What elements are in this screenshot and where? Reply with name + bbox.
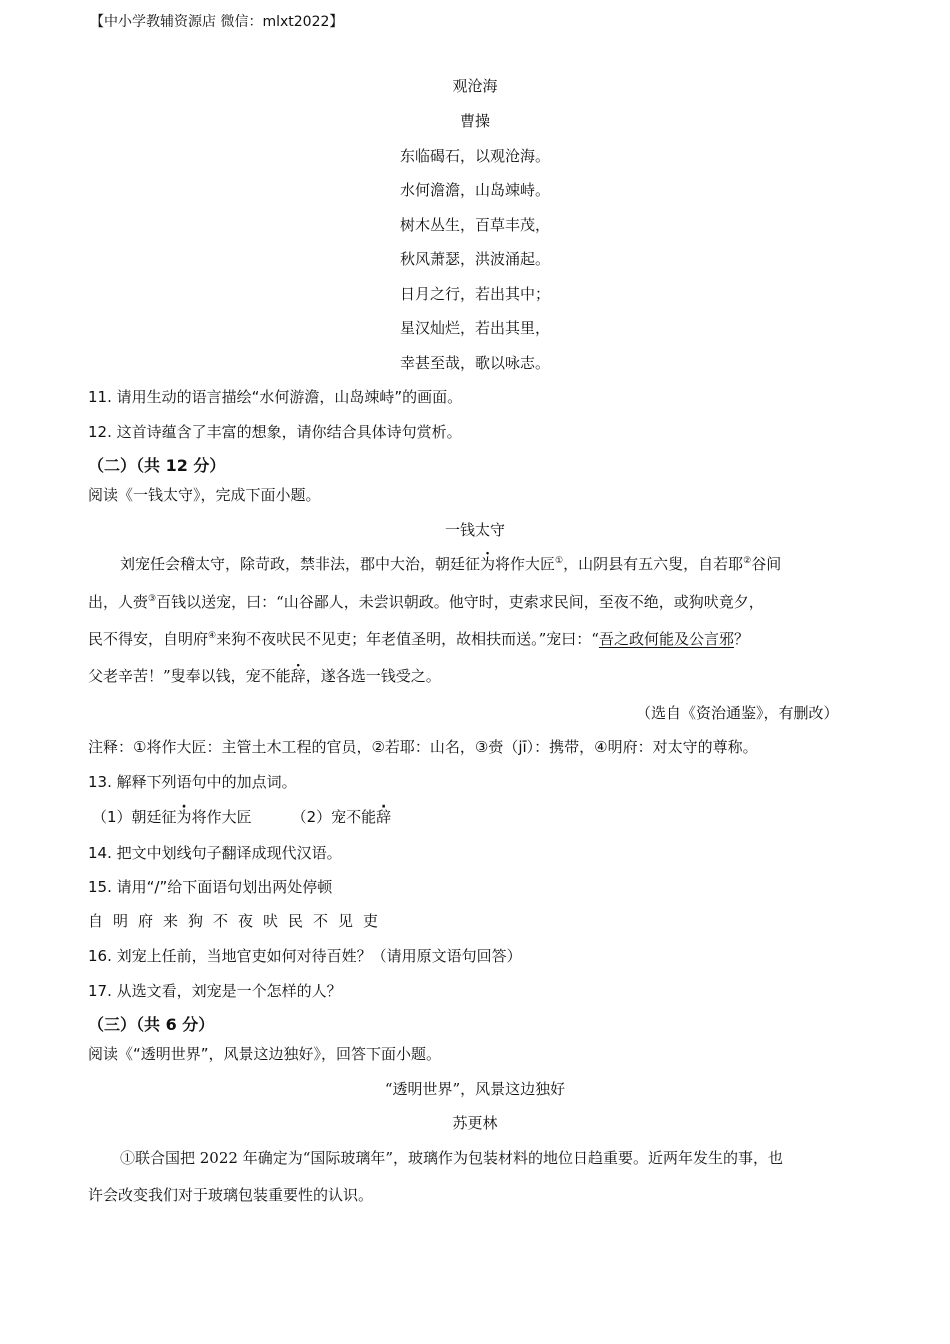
question-13-items: （1）朝廷征为将作大匠 （2）宠不能辞 <box>92 808 392 826</box>
poem-line: 秋风萧瑟，洪波涌起。 <box>399 250 550 268</box>
question-12: 12. 这首诗蕴含了丰富的想象，请你结合具体诗句赏析。 <box>88 423 462 441</box>
dotted-char: 为 <box>176 808 192 826</box>
essay-para-line-3: 民不得安，自明府④来狗不夜吠民不见吏；年老值圣明，故相扶而送。”宠曰：“吾之政何能及公言邪？ <box>88 630 749 648</box>
footnote-marker: ② <box>743 556 752 566</box>
section-2-heading: （二）（共 12 分） <box>88 456 226 475</box>
footnote-marker: ① <box>555 556 564 566</box>
article-author: 苏更林 <box>452 1114 498 1132</box>
question-14: 14. 把文中划线句子翻译成现代汉语。 <box>88 844 342 862</box>
footnote-marker: ③ <box>148 594 157 604</box>
essay-notes: 注释：①将作大匠：主管土木工程的官员，②若耶：山名，③赍（jī）：携带，④明府：对太守的尊称。 <box>88 738 758 756</box>
essay-source: （选自《资治通鉴》，有删改） <box>636 704 839 722</box>
article-para-line-1: ①联合国把 2022 年确定为“国际玻璃年”，玻璃作为包装材料的地位日趋重要。近两年发生的事，也 <box>120 1149 784 1167</box>
question-17: 17. 从选文看，刘宠是一个怎样的人？ <box>88 982 342 1000</box>
poem-line: 日月之行，若出其中； <box>399 285 550 303</box>
essay-para-line-4: 父老辛苦！”叟奉以钱，宠不能辞，遂各选一钱受之。 <box>88 667 441 685</box>
header-watermark: 【中小学教辅资源店 微信：mlxt2022】 <box>90 14 344 30</box>
essay-title: 一钱太守 <box>444 521 505 539</box>
question-16: 16. 刘宠上任前，当地官吏如何对待百姓？（请用原文语句回答） <box>88 947 522 965</box>
section-2-intro: 阅读《一钱太守》，完成下面小题。 <box>88 486 321 504</box>
poem-line: 幸甚至哉，歌以咏志。 <box>399 354 550 372</box>
essay-para-line-1: 刘宠任会稽太守，除苛政，禁非法，郡中大治，朝廷征为将作大匠①，山阴县有五六叟，自若耶②谷间 <box>120 555 782 573</box>
question-15-text: 自明府来狗不夜吠民不见吏 <box>88 912 389 930</box>
dotted-char: 为 <box>480 555 496 573</box>
question-15: 15. 请用“/”给下面语句划出两处停顿 <box>88 878 333 896</box>
essay-para-line-2: 出，人赍③百钱以送宠，曰：“山谷鄙人，未尝识朝政。他守时，吏索求民间，至夜不绝，或狗吠竟夕， <box>88 593 764 611</box>
question-13: 13. 解释下列语句中的加点词。 <box>88 773 297 791</box>
dotted-char: 辞 <box>290 667 306 685</box>
poem-author: 曹操 <box>459 112 490 130</box>
poem-title: 观沧海 <box>452 77 498 95</box>
poem-line: 水何澹澹，山岛竦峙。 <box>399 181 550 199</box>
question-11: 11. 请用生动的语言描绘“水何游澹，山岛竦峙”的画面。 <box>88 388 463 406</box>
poem-line: 东临碣石，以观沧海。 <box>399 147 550 165</box>
footnote-marker: ④ <box>208 631 217 641</box>
underlined-sentence: 吾之政何能及公言邪 <box>598 630 734 648</box>
section-3-heading: （三）（共 6 分） <box>88 1015 215 1034</box>
poem-line: 星汉灿烂，若出其里， <box>399 319 550 337</box>
article-title: “透明世界”，风景这边独好 <box>384 1080 566 1098</box>
article-para-line-2: 许会改变我们对于玻璃包装重要性的认识。 <box>88 1186 374 1204</box>
section-3-intro: 阅读《“透明世界”，风景这边独好》，回答下面小题。 <box>88 1045 442 1063</box>
dotted-char: 辞 <box>376 808 392 826</box>
poem-line: 树木丛生，百草丰茂， <box>399 216 550 234</box>
